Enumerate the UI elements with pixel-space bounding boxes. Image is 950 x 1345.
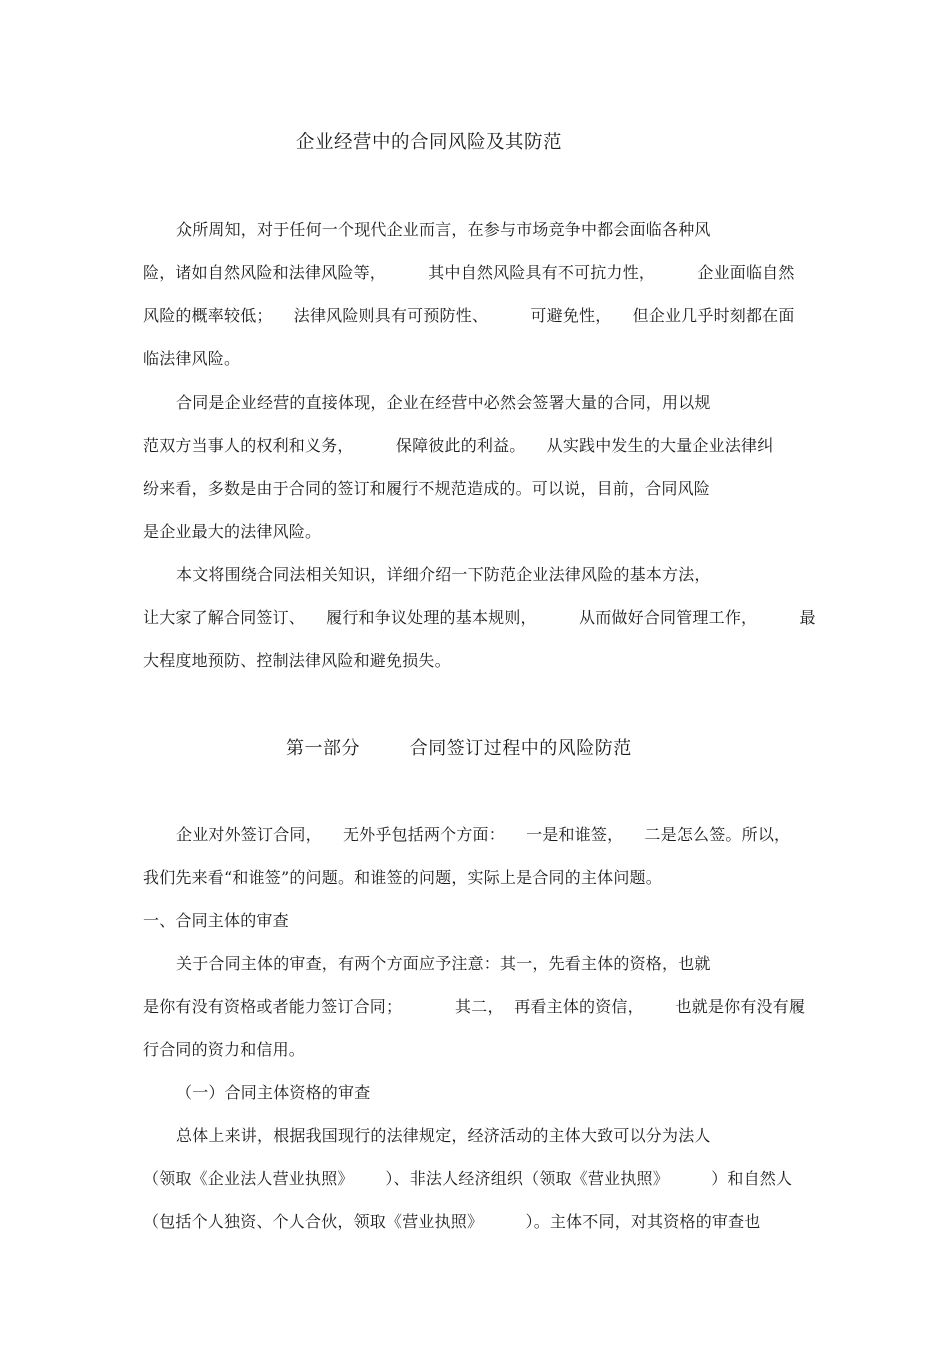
text-line: （包括个人独资、个人合伙，领取《营业执照》 ）。主体不同，对其资格的审查也 <box>143 1212 761 1231</box>
subsection-heading: （一）合同主体资格的审查 <box>176 1083 371 1102</box>
text-line: 让大家了解合同签订、 履行和争议处理的基本规则， 从而做好合同管理工作， 最 <box>143 608 816 627</box>
text-line: 众所周知，对于任何一个现代企业而言，在参与市场竞争中都会面临各种风 <box>176 220 711 239</box>
text-line: 合同是企业经营的直接体现，企业在经营中必然会签署大量的合同，用以规 <box>176 393 711 412</box>
text-line: 是企业最大的法律风险。 <box>143 522 322 541</box>
text-line: 大程度地预防、控制法律风险和避免损失。 <box>143 651 451 670</box>
text-line: 本文将围绕合同法相关知识，详细介绍一下防范企业法律风险的基本方法， <box>176 565 711 584</box>
text-line: 险，诸如自然风险和法律风险等， 其中自然风险具有不可抗力性， 企业面临自然 <box>143 263 795 282</box>
text-line: 风险的概率较低； 法律风险则具有可预防性、 可避免性， 但企业几乎时刻都在面 <box>143 306 795 325</box>
text-line: 临法律风险。 <box>143 349 241 368</box>
text-line: 是你有没有资格或者能力签订合同； 其二， 再看主体的资信， 也就是你有没有履 <box>143 997 806 1016</box>
text-line: 企业对外签订合同， 无外乎包括两个方面： 一是和谁签， 二是怎么签。所以， <box>176 825 791 844</box>
text-line: 关于合同主体的审查，有两个方面应予注意：其一，先看主体的资格，也就 <box>176 954 711 973</box>
text-line: 行合同的资力和信用。 <box>143 1040 306 1059</box>
text-line: 总体上来讲，根据我国现行的法律规定，经济活动的主体大致可以分为法人 <box>176 1126 711 1145</box>
text-line: 范双方当事人的权利和义务， 保障彼此的利益。 从实践中发生的大量企业法律纠 <box>143 436 774 455</box>
text-line: （领取《企业法人营业执照》 ）、非法人经济组织（领取《营业执照》 ）和自然人 <box>143 1169 793 1188</box>
section-heading: 一、合同主体的审查 <box>143 911 289 930</box>
text-line: 纷来看，多数是由于合同的签订和履行不规范造成的。可以说，目前，合同风险 <box>143 479 711 498</box>
text-line: 我们先来看“和谁签”的问题。和谁签的问题，实际上是合同的主体问题。 <box>143 868 662 887</box>
part-heading: 第一部分 合同签订过程中的风险防范 <box>286 738 632 759</box>
document-title: 企业经营中的合同风险及其防范 <box>296 132 563 153</box>
